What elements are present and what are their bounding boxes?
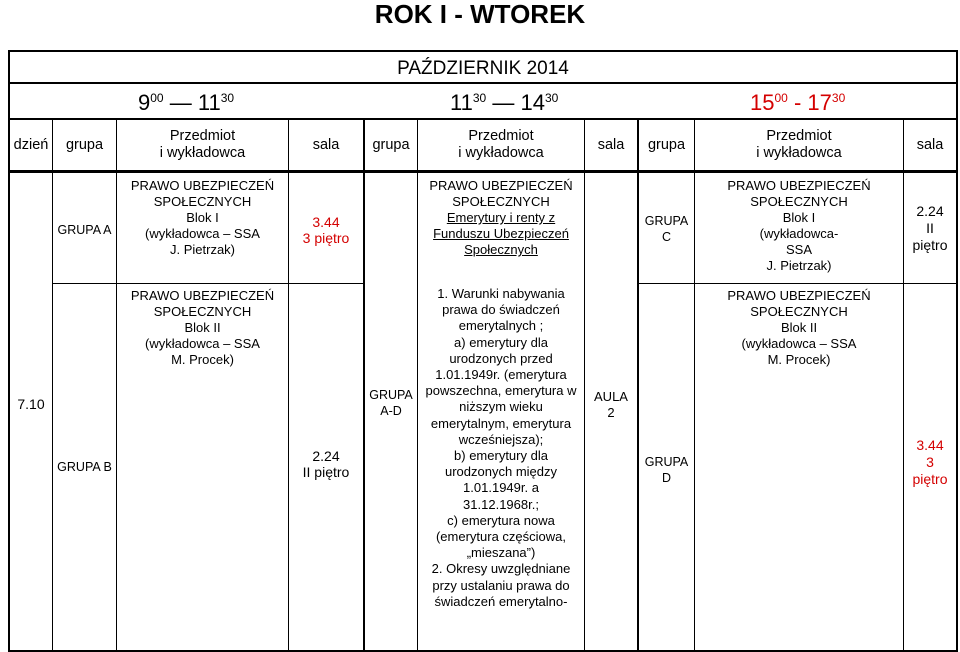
header-subject: Przedmiot i wykładowca (756, 128, 842, 161)
grid-line (639, 283, 957, 284)
grid-line (8, 82, 958, 84)
subject-cell-lecture: PRAWO UBEZPIECZEŃ SPOŁECZNYCH Emerytury i renty z Funduszu Ubezpieczeń Społecznych (429, 178, 573, 257)
grid-line (288, 120, 289, 652)
room-cell-c: 2.24 II piętro (912, 203, 948, 253)
room-cell-a: 3.44 3 piętro (302, 214, 350, 246)
header-group: grupa (647, 137, 686, 153)
grid-line (363, 120, 365, 652)
time-slot-2: $11^{30}$ — $14^{30}$ (450, 90, 559, 115)
room-cell-d: 3.44 3 piętro (912, 437, 948, 487)
header-subject: Przedmiot i wykładowca (458, 128, 544, 161)
grid-line (8, 170, 958, 173)
header-day: dzień (13, 137, 49, 153)
day-cell: 7.10 (17, 396, 45, 412)
grid-line (53, 283, 364, 284)
grid-line (903, 120, 904, 652)
time-slot-1: $9^{00}$ — $11^{30}$ (138, 90, 235, 115)
grid-line (637, 120, 639, 652)
group-cell-a-d: GRUPA A-D (369, 388, 413, 418)
subject-cell-b: PRAWO UBEZPIECZEŃ SPOŁECZNYCH Blok II (wykładowca – SSA M. Procek) (130, 288, 275, 367)
header-group: grupa (65, 137, 104, 153)
room-cell-b: 2.24 II piętro (302, 448, 350, 480)
subject-cell-lecture-details: 1. Warunki nabywania prawa do świadczeń emerytalnych ; a) emerytury dla urodzonych przed 1.01.1949r. (emerytura powszechna, emerytura w niższym wieku emerytalnym, emerytura wcześniejsza); b) emerytury dla urodzonych między 1.01.1949r. a 31.12.1968r.; c) emerytura nowa (emerytura częściowa, „mieszana”) 2. Okresy uwzględniane przy ustalaniu prawa do świadczeń emerytalno- (425, 286, 577, 609)
page-title: ROK I - WTOREK (374, 0, 586, 29)
group-cell-c: GRUPA C (644, 214, 689, 244)
group-cell-b: GRUPA B (57, 460, 112, 474)
group-cell-a: GRUPA A (57, 223, 112, 237)
group-cell-d: GRUPA D (644, 455, 689, 485)
time-slot-3: $15^{00} - 17^{30}$ (750, 90, 846, 115)
header-group: grupa (372, 137, 410, 153)
header-room: sala (916, 137, 944, 153)
grid-line (584, 120, 585, 652)
grid-line (956, 50, 958, 652)
header-room: sala (597, 137, 625, 153)
subject-cell-a: PRAWO UBEZPIECZEŃ SPOŁECZNYCH Blok I (wykładowca – SSA J. Pietrzak) (130, 178, 275, 257)
subject-cell-c: PRAWO UBEZPIECZEŃ SPOŁECZNYCH Blok I (wykładowca- SSA J. Pietrzak) (727, 178, 871, 273)
subject-cell-d: PRAWO UBEZPIECZEŃ SPOŁECZNYCH Blok II (wykładowca – SSA M. Procek) (727, 288, 871, 367)
room-cell-aula: AULA 2 (594, 389, 628, 420)
header-subject: Przedmiot i wykładowca (159, 128, 246, 161)
header-room: sala (312, 137, 340, 153)
grid-line (52, 120, 53, 652)
grid-line (8, 50, 958, 52)
month-heading: PAŹDZIERNIK 2014 (397, 58, 569, 79)
